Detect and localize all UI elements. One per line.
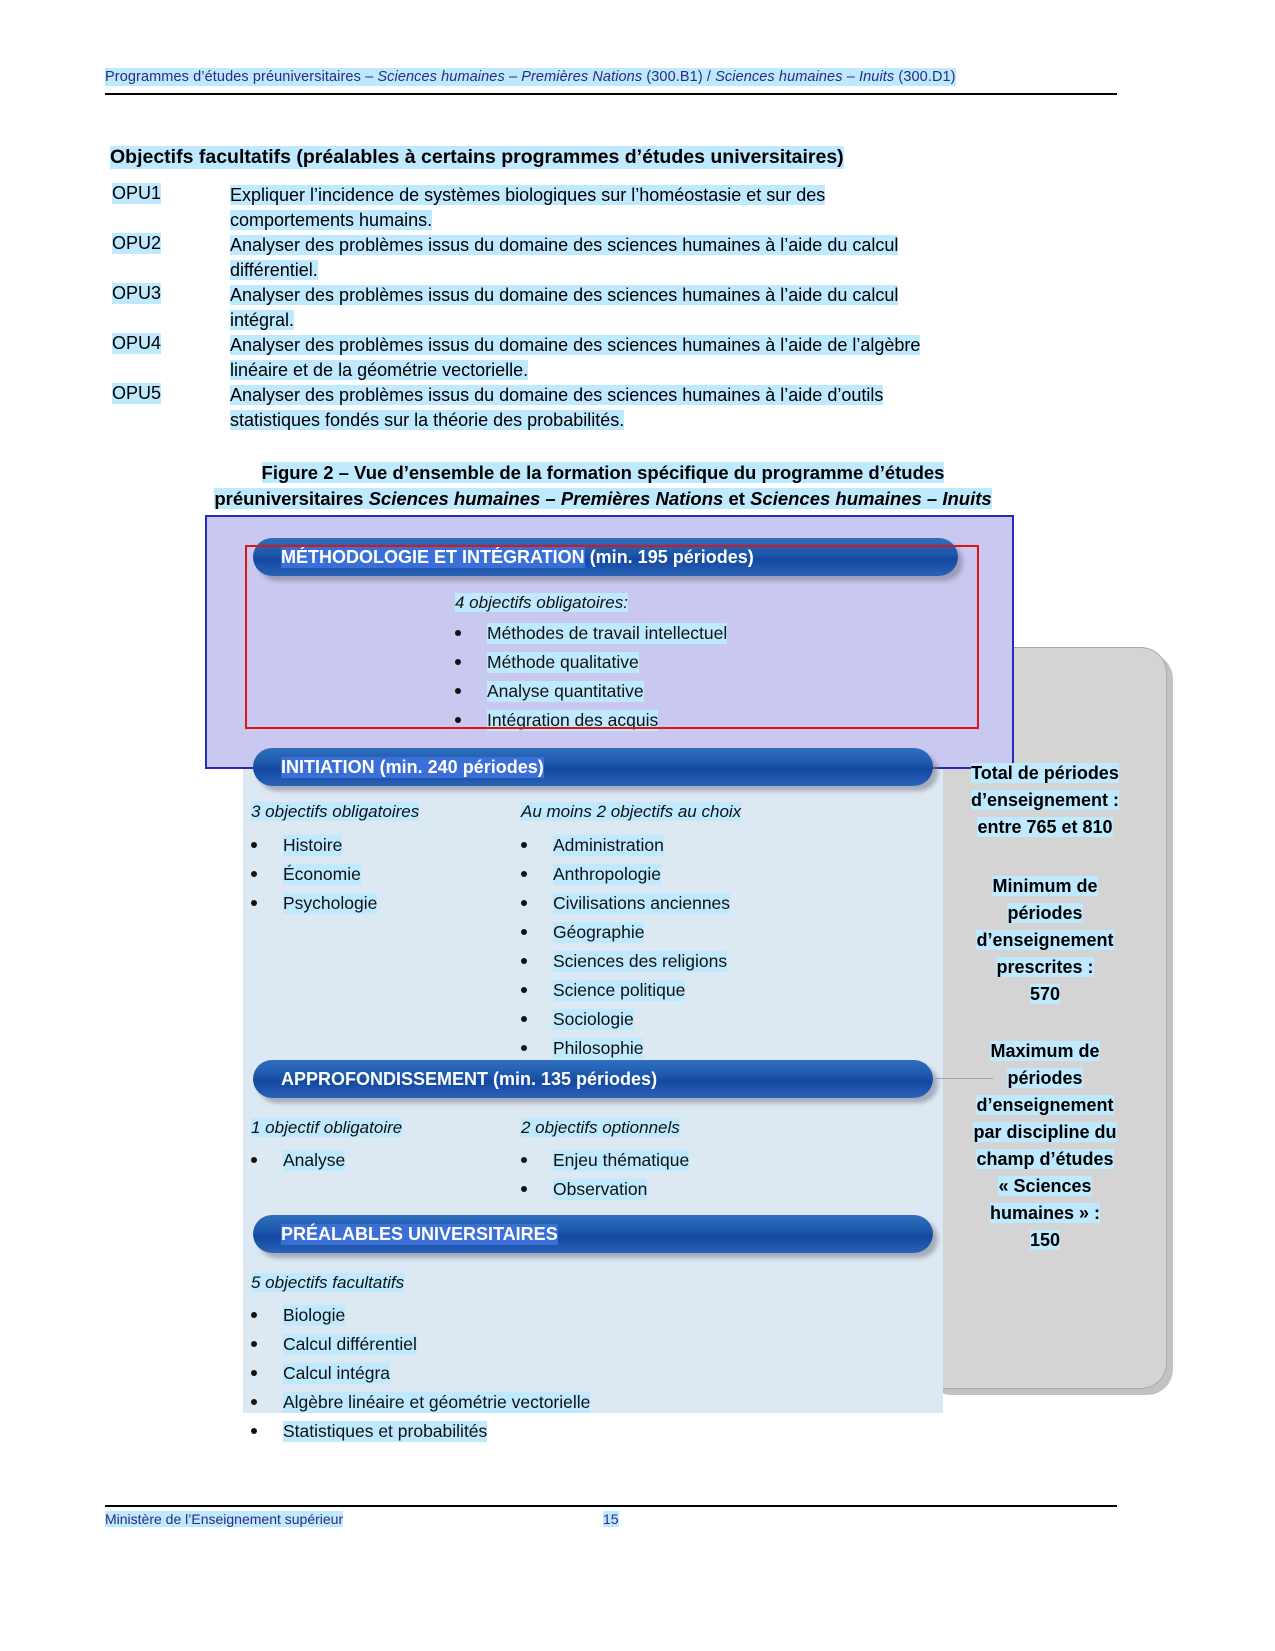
list-item: Économie	[251, 864, 377, 885]
bullet-icon	[521, 842, 527, 848]
list-item: Civilisations anciennes	[521, 893, 730, 914]
initiation-items-left	[251, 835, 377, 922]
header-suffix: (300.D1)	[894, 69, 956, 85]
list-item: Méthodes de travail intellectuel	[455, 623, 727, 644]
objectives-list	[112, 183, 1072, 433]
approfondissement-subtitle-right: 2 objectifs optionnels	[521, 1118, 680, 1137]
header-divider	[105, 93, 1117, 95]
banner-approfondissement-title: APPROFONDISSEMENT (min. 135 périodes)	[281, 1068, 658, 1089]
annotation-rectangle	[245, 545, 979, 729]
header-program-1: Sciences humaines – Premières Nations	[377, 69, 643, 85]
list-item: Analyse	[251, 1150, 345, 1171]
bullet-icon	[251, 1399, 257, 1405]
objective-text	[230, 333, 1072, 383]
methodologie-subtitle: 4 objectifs obligatoires:	[455, 593, 628, 612]
bullet-icon	[251, 1157, 257, 1163]
footer-divider	[105, 1505, 1117, 1507]
initiation-subtitle-left: 3 objectifs obligatoires	[251, 802, 420, 821]
list-item: Observation	[521, 1179, 689, 1200]
header-prefix: Programmes d’études préuniversitaires –	[105, 69, 378, 85]
banner-methodologie-title: MÉTHODOLOGIE ET INTÉGRATION	[281, 546, 585, 567]
bullet-icon	[251, 900, 257, 906]
approfondissement-items-right	[521, 1150, 689, 1208]
banner-prealables[interactable]	[253, 1215, 933, 1253]
objective-line: intégral.	[230, 310, 295, 330]
list-item: Calcul différentiel	[251, 1334, 590, 1355]
list-item	[112, 383, 1072, 433]
list-item	[112, 333, 1072, 383]
page-footer	[105, 1511, 1117, 1527]
bullet-icon	[521, 987, 527, 993]
objective-line: Analyser des problèmes issus du domaine des sciences humaines à l’aide du calcul	[230, 235, 899, 255]
header-mid: (300.B1) /	[642, 69, 716, 85]
objective-line: différentiel.	[230, 260, 318, 280]
objective-text	[230, 383, 1072, 433]
figure-diagram	[205, 515, 1165, 1441]
objective-text	[230, 233, 1072, 283]
objective-line: Analyser des problèmes issus du domaine des sciences humaines à l’aide de l’algèbre	[230, 335, 921, 355]
figure-caption-line-1: Figure 2 – Vue d’ensemble de la formation spécifique du programme d’études	[261, 462, 945, 483]
list-item: Statistiques et probabilités	[251, 1421, 590, 1442]
objective-text	[230, 183, 1072, 233]
list-item: Analyse quantitative	[455, 681, 727, 702]
bullet-icon	[521, 900, 527, 906]
header-program-2: Sciences humaines – Inuits	[715, 69, 895, 85]
list-item: Géographie	[521, 922, 730, 943]
objective-code: OPU2	[112, 233, 162, 253]
list-item: Psychologie	[251, 893, 377, 914]
bullet-icon	[251, 1312, 257, 1318]
banner-methodologie-subtitle: (min. 195 périodes)	[589, 546, 754, 567]
page-header	[105, 68, 1115, 86]
list-item: Science politique	[521, 980, 730, 1001]
bullet-icon	[521, 1016, 527, 1022]
objective-line: linéaire et de la géométrie vectorielle.	[230, 360, 529, 380]
page-number: 15	[603, 1511, 619, 1527]
bullet-icon	[521, 1157, 527, 1163]
side-panel-total: Total de périodes d’enseignement : entre 765 et 810	[970, 763, 1120, 837]
list-item	[112, 233, 1072, 283]
objective-code: OPU1	[112, 183, 162, 203]
objective-line: Analyser des problèmes issus du domaine des sciences humaines à l’aide d’outils	[230, 385, 884, 405]
objective-line: statistiques fondés sur la théorie des probabilités.	[230, 410, 625, 430]
bullet-icon	[251, 1370, 257, 1376]
prealables-items	[251, 1305, 590, 1450]
bullet-icon	[521, 1045, 527, 1051]
objective-code: OPU4	[112, 333, 162, 353]
bullet-icon	[521, 958, 527, 964]
figure-caption	[108, 460, 1098, 512]
objective-text	[230, 283, 1072, 333]
bullet-icon	[251, 1428, 257, 1434]
page-title: Objectifs facultatifs (préalables à certains programmes d’études universitaires)	[110, 146, 844, 168]
prealables-subtitle: 5 objectifs facultatifs	[251, 1273, 405, 1292]
bullet-icon	[521, 929, 527, 935]
figure-caption-line-2: préuniversitaires Sciences humaines – Premières Nations et Sciences humaines – Inuits	[214, 488, 992, 509]
list-item: Sciences des religions	[521, 951, 730, 972]
bullet-icon	[251, 842, 257, 848]
list-item	[112, 183, 1072, 233]
list-item: Histoire	[251, 835, 377, 856]
bullet-icon	[521, 871, 527, 877]
objective-code: OPU5	[112, 383, 162, 403]
initiation-items-right	[521, 835, 730, 1067]
banner-approfondissement[interactable]	[253, 1060, 933, 1098]
objective-code: OPU3	[112, 283, 162, 303]
list-item: Anthropologie	[521, 864, 730, 885]
objective-line: Expliquer l’incidence de systèmes biologiques sur l’homéostasie et sur des	[230, 185, 826, 205]
side-panel-minimum: Minimum de périodes d’enseignement prescrites : 570	[976, 876, 1114, 1004]
list-item: Calcul intégra	[251, 1363, 590, 1384]
list-item: Biologie	[251, 1305, 590, 1326]
footer-text: Ministère de l’Enseignement supérieur	[105, 1511, 344, 1527]
bullet-icon	[251, 1341, 257, 1347]
bullet-icon	[251, 871, 257, 877]
list-item: Philosophie	[521, 1038, 730, 1059]
header-text	[105, 68, 956, 86]
objective-line: comportements humains.	[230, 210, 433, 230]
banner-initiation-title: INITIATION (min. 240 périodes)	[281, 756, 544, 777]
list-item: Enjeu thématique	[521, 1150, 689, 1171]
list-item: Méthode qualitative	[455, 652, 727, 673]
list-item: Sociologie	[521, 1009, 730, 1030]
list-item: Administration	[521, 835, 730, 856]
approfondissement-subtitle-left: 1 objectif obligatoire	[251, 1118, 403, 1137]
objective-line: Analyser des problèmes issus du domaine des sciences humaines à l’aide du calcul	[230, 285, 899, 305]
side-panel-maximum: Maximum de périodes d’enseignement par discipline du champ d’études « Sciences humaines » : 150	[973, 1041, 1117, 1250]
bullet-icon	[521, 1186, 527, 1192]
list-item: Algèbre linéaire et géométrie vectorielle	[251, 1392, 590, 1413]
banner-prealables-title: PRÉALABLES UNIVERSITAIRES	[281, 1223, 558, 1244]
approfondissement-items-left	[251, 1150, 345, 1179]
banner-initiation[interactable]	[253, 748, 933, 786]
initiation-subtitle-right: Au moins 2 objectifs au choix	[521, 802, 742, 821]
list-item: Intégration des acquis	[455, 710, 727, 731]
list-item	[112, 283, 1072, 333]
